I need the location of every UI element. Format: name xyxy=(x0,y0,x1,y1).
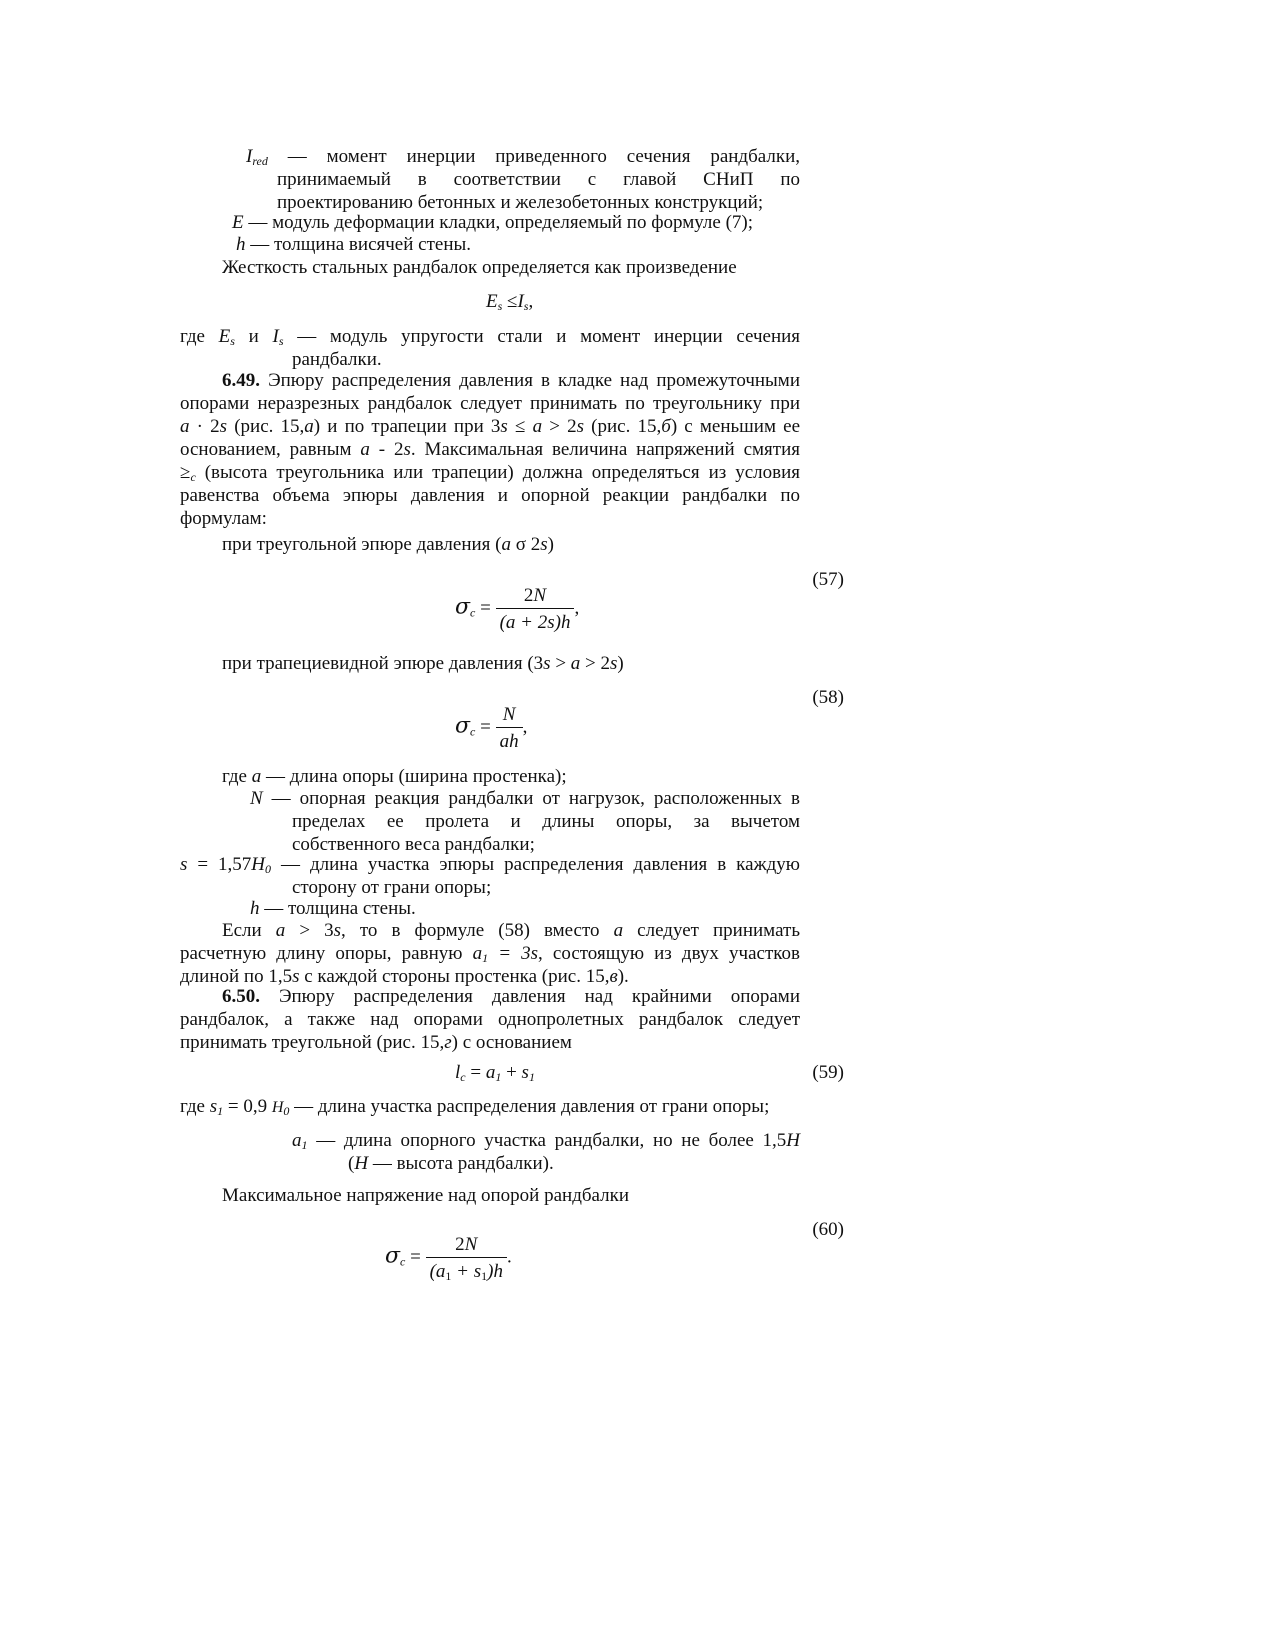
where-s-definition xyxy=(180,853,800,899)
if-line-3: длиной по 1,5s с каждой стороны простенка (рис. 15,в). xyxy=(180,966,629,987)
p649-line-2: опорами неразрезных рандбалок следует принимать по треугольнику при xyxy=(180,393,800,414)
h-definition: h — толщина висячей стены. xyxy=(236,234,472,255)
p649-line-3: a · 2s (рис. 15,а) и по трапеции при 3s ≤ a > 2s (рис. 15,б) с меньшим ее xyxy=(180,416,801,437)
where-a-definition: где a — длина опоры (ширина простенка); xyxy=(222,766,567,787)
es-is-definition xyxy=(180,325,800,371)
s-line-1: $s = 1,57H_0$ — длина участка эпюры распределения давления в каждую xyxy=(180,854,800,876)
ired-line-3: проектированию бетонных и железобетонных конструкций; xyxy=(277,192,764,213)
s1-definition: где $s_1 = 0,9$ $H_0$ — длина участка распределения давления от грани опоры; xyxy=(180,1096,770,1118)
equation-60: $\sigma_c$ = $\frac{2N}{(a_1 + s_1)h}$ . xyxy=(385,1234,512,1283)
e-definition: E — модуль деформации кладки, определяемый по формуле (7); xyxy=(232,212,754,233)
equation-57-fraction: $\frac{2N}{(a + 2s)h}$ xyxy=(496,584,575,634)
p649-line-1: 6.49. Эпюру распределения давления в кладке над промежуточными xyxy=(222,370,801,391)
n-line-3: собственного веса рандбалки; xyxy=(292,834,535,855)
paragraph-6-50 xyxy=(180,985,800,1054)
equation-57: $\sigma_c$ = $\frac{2N}{(a + 2s)h}$ , xyxy=(455,585,580,633)
equation-58-fraction: $\frac{N}{ah}$ xyxy=(496,703,523,753)
equation-58-number: (58) xyxy=(812,687,844,708)
where-h-definition: h — толщина стены. xyxy=(250,898,416,919)
a1-line-1: $a_1$ — длина опорного участка рандбалки, но не более 1,5H xyxy=(292,1130,801,1152)
p650-line-2: рандбалок, а также над опорами однопролетных рандбалок следует xyxy=(180,1009,800,1030)
max-stress-intro: Максимальное напряжение над опорой рандбалки xyxy=(222,1185,630,1206)
p650-line-3: принимать треугольной (рис. 15,г) с основанием xyxy=(180,1032,572,1053)
paragraph-6-49 xyxy=(180,369,800,530)
if-paragraph xyxy=(180,919,800,988)
p650-line-1: 6.50. Эпюру распределения давления над крайними опорами xyxy=(222,986,800,1007)
stiffness-intro: Жесткость стальных рандбалок определяется как произведение xyxy=(222,257,737,278)
n-line-2: пределах ее пролета и длины опоры, за вычетом xyxy=(292,811,800,832)
equation-59: $l_c = a_1 + s_1$ xyxy=(455,1062,535,1084)
equation-59-number: (59) xyxy=(812,1062,844,1083)
equation-60-number: (60) xyxy=(812,1219,844,1240)
formula-es-is: $E_s \le I_s$, xyxy=(486,291,534,313)
trapezoid-intro: при трапециевидной эпюре давления (3s > a > 2s) xyxy=(222,653,624,674)
n-line-1: N — опорная реакция рандбалки от нагрузок, расположенных в xyxy=(250,788,800,809)
p649-line-4: основанием, равным a - 2s. Максимальная величина напряжений смятия xyxy=(180,439,800,460)
p649-line-7: формулам: xyxy=(180,508,267,529)
s-line-2: сторону от грани опоры; xyxy=(292,877,492,898)
if-line-1: Если a > 3s, то в формуле (58) вместо a следует принимать xyxy=(222,920,800,941)
es-is-line-1: где $E_s$ и $I_s$ — модуль упругости стали и момент инерции сечения xyxy=(180,326,801,348)
ired-line-2: принимаемый в соответствии с главой СНиП по xyxy=(277,169,800,190)
equation-58: $\sigma_c$ = $\frac{N}{ah}$ , xyxy=(455,704,528,752)
triangle-intro: при треугольной эпюре давления (a σ 2s) xyxy=(222,534,554,555)
a1-line-2: (H — высота рандбалки). xyxy=(348,1153,554,1174)
equation-60-fraction: $\frac{2N}{(a_1 + s_1)h}$ xyxy=(426,1233,507,1283)
equation-57-number: (57) xyxy=(812,569,844,590)
a1-definition xyxy=(292,1129,800,1175)
p649-line-6: равенства объема эпюры давления и опорной реакции рандбалки по xyxy=(180,485,800,506)
where-n-definition xyxy=(180,787,800,856)
es-is-line-2: рандбалки. xyxy=(292,349,382,370)
p649-line-5: $\ge_c$ (высота треугольника или трапеции) должна определяться из условия xyxy=(180,462,800,484)
ired-definition xyxy=(246,145,800,214)
ired-line-1: $I_{red}$ — момент инерции приведенного сечения рандбалки, xyxy=(246,146,800,168)
if-line-2: расчетную длину опоры, равную $a_1 = 3s$, состоящую из двух участков xyxy=(180,943,801,965)
